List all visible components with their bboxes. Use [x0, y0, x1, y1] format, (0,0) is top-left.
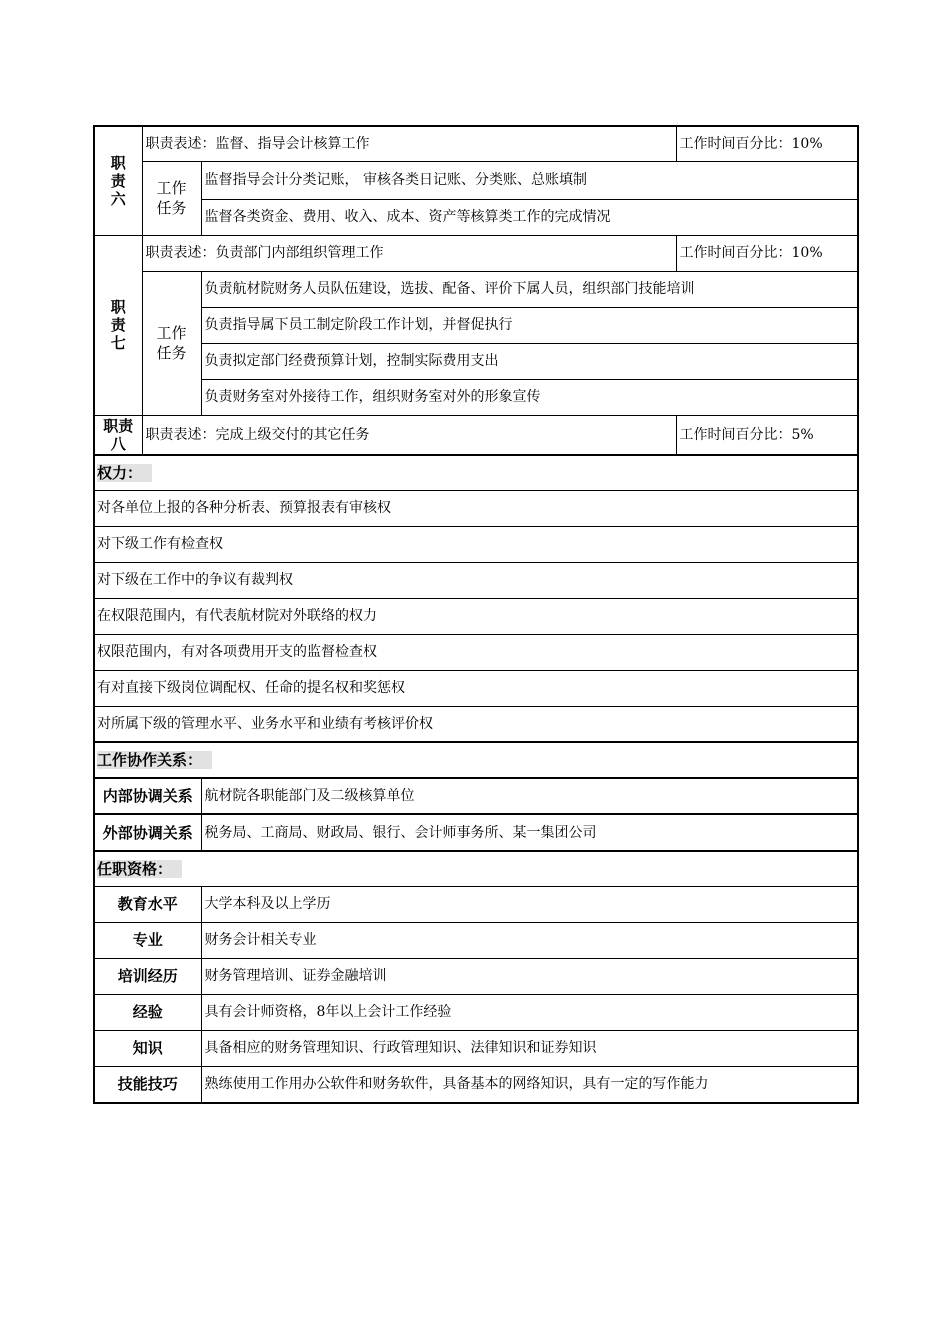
- qualifications-title: [94, 851, 858, 886]
- qualification-value-training: 财务管理培训、证券金融培训: [201, 958, 858, 994]
- duty7-task-row: [94, 271, 858, 307]
- relations-title-text: 工作协作关系：: [97, 751, 212, 769]
- external-relations-label: 外部协调关系: [94, 814, 201, 851]
- job-description-sheet: [93, 125, 857, 1104]
- qualification-row: [94, 922, 858, 958]
- power-header-row: [94, 455, 858, 490]
- power-item-7: 对所属下级的管理水平、业务水平和业绩有考核评价权: [94, 706, 858, 742]
- power-row: [94, 490, 858, 526]
- duty7-task-4: 负责财务室对外接待工作，组织财务室对外的形象宣传: [201, 379, 858, 415]
- qualification-value-knowledge: 具备相应的财务管理知识、行政管理知识、法律知识和证券知识: [201, 1030, 858, 1066]
- power-item-1: 对各单位上报的各种分析表、预算报表有审核权: [94, 490, 858, 526]
- qualification-value-skills: 熟练使用工作用办公软件和财务软件，具备基本的网络知识，具有一定的写作能力: [201, 1066, 858, 1103]
- power-row: [94, 598, 858, 634]
- qualification-label-major: 专业: [94, 922, 201, 958]
- duty7-task-row: [94, 307, 858, 343]
- power-row: [94, 526, 858, 562]
- duty7-desc-row: [94, 235, 858, 271]
- power-item-4: 在权限范围内，有代表航材院对外联络的权力: [94, 598, 858, 634]
- qualification-row: [94, 1066, 858, 1103]
- qualification-label-training: 培训经历: [94, 958, 201, 994]
- external-relations-value: 税务局、工商局、财政局、银行、会计师事务所、某一集团公司: [201, 814, 858, 851]
- duty6-label: 职责六: [94, 126, 142, 235]
- duty6-task-2: 监督各类资金、费用、收入、成本、资产等核算类工作的完成情况: [201, 199, 858, 235]
- power-item-5: 权限范围内，有对各项费用开支的监督检查权: [94, 634, 858, 670]
- duty7-task-row: [94, 343, 858, 379]
- qualification-label-skills: 技能技巧: [94, 1066, 201, 1103]
- duty7-pct: 工作时间百分比：10%: [676, 235, 858, 271]
- power-item-3: 对下级在工作中的争议有裁判权: [94, 562, 858, 598]
- power-item-2: 对下级工作有检查权: [94, 526, 858, 562]
- power-item-6: 有对直接下级岗位调配权、任命的提名权和奖惩权: [94, 670, 858, 706]
- duty6-task-1: 监督指导会计分类记账， 审核各类日记账、分类账、总账填制: [201, 161, 858, 199]
- qualification-row: [94, 994, 858, 1030]
- duty6-task-row: [94, 199, 858, 235]
- duty7-task-3: 负责拟定部门经费预算计划，控制实际费用支出: [201, 343, 858, 379]
- qualifications-title-text: 任职资格：: [97, 860, 182, 878]
- qualification-value-experience: 具有会计师资格，8年以上会计工作经验: [201, 994, 858, 1030]
- power-row: [94, 562, 858, 598]
- duty7-label: 职责七: [94, 235, 142, 415]
- relations-internal-row: [94, 778, 858, 814]
- duty8-desc: 职责表述：完成上级交付的其它任务: [142, 415, 676, 455]
- power-row: [94, 706, 858, 742]
- internal-relations-label: 内部协调关系: [94, 778, 201, 814]
- duty6-pct: 工作时间百分比：10%: [676, 126, 858, 161]
- qualification-row: [94, 886, 858, 922]
- qualification-value-major: 财务会计相关专业: [201, 922, 858, 958]
- duty6-desc-row: [94, 126, 858, 161]
- duty6-task-label: 工作任务: [142, 161, 201, 235]
- duty6-desc: 职责表述：监督、指导会计核算工作: [142, 126, 676, 161]
- relations-external-row: [94, 814, 858, 851]
- duty6-task-row: [94, 161, 858, 199]
- duty8-pct: 工作时间百分比：5%: [676, 415, 858, 455]
- qualification-label-knowledge: 知识: [94, 1030, 201, 1066]
- power-title: [94, 455, 858, 490]
- qualification-row: [94, 1030, 858, 1066]
- power-row: [94, 634, 858, 670]
- duty7-task-1: 负责航材院财务人员队伍建设，选拔、配备、评价下属人员，组织部门技能培训: [201, 271, 858, 307]
- qualification-label-education: 教育水平: [94, 886, 201, 922]
- qualification-label-experience: 经验: [94, 994, 201, 1030]
- duty7-task-2: 负责指导属下员工制定阶段工作计划，并督促执行: [201, 307, 858, 343]
- duty8-desc-row: [94, 415, 858, 455]
- power-title-text: 权力：: [97, 464, 152, 482]
- duty7-task-label: 工作任务: [142, 271, 201, 415]
- job-description-table: [93, 125, 859, 1104]
- qualification-value-education: 大学本科及以上学历: [201, 886, 858, 922]
- relations-title: [94, 742, 858, 778]
- duty7-task-row: [94, 379, 858, 415]
- power-row: [94, 670, 858, 706]
- relations-header-row: [94, 742, 858, 778]
- internal-relations-value: 航材院各职能部门及二级核算单位: [201, 778, 858, 814]
- qualification-row: [94, 958, 858, 994]
- duty8-label: 职责八: [94, 415, 142, 455]
- duty7-desc: 职责表述：负责部门内部组织管理工作: [142, 235, 676, 271]
- qualifications-header-row: [94, 851, 858, 886]
